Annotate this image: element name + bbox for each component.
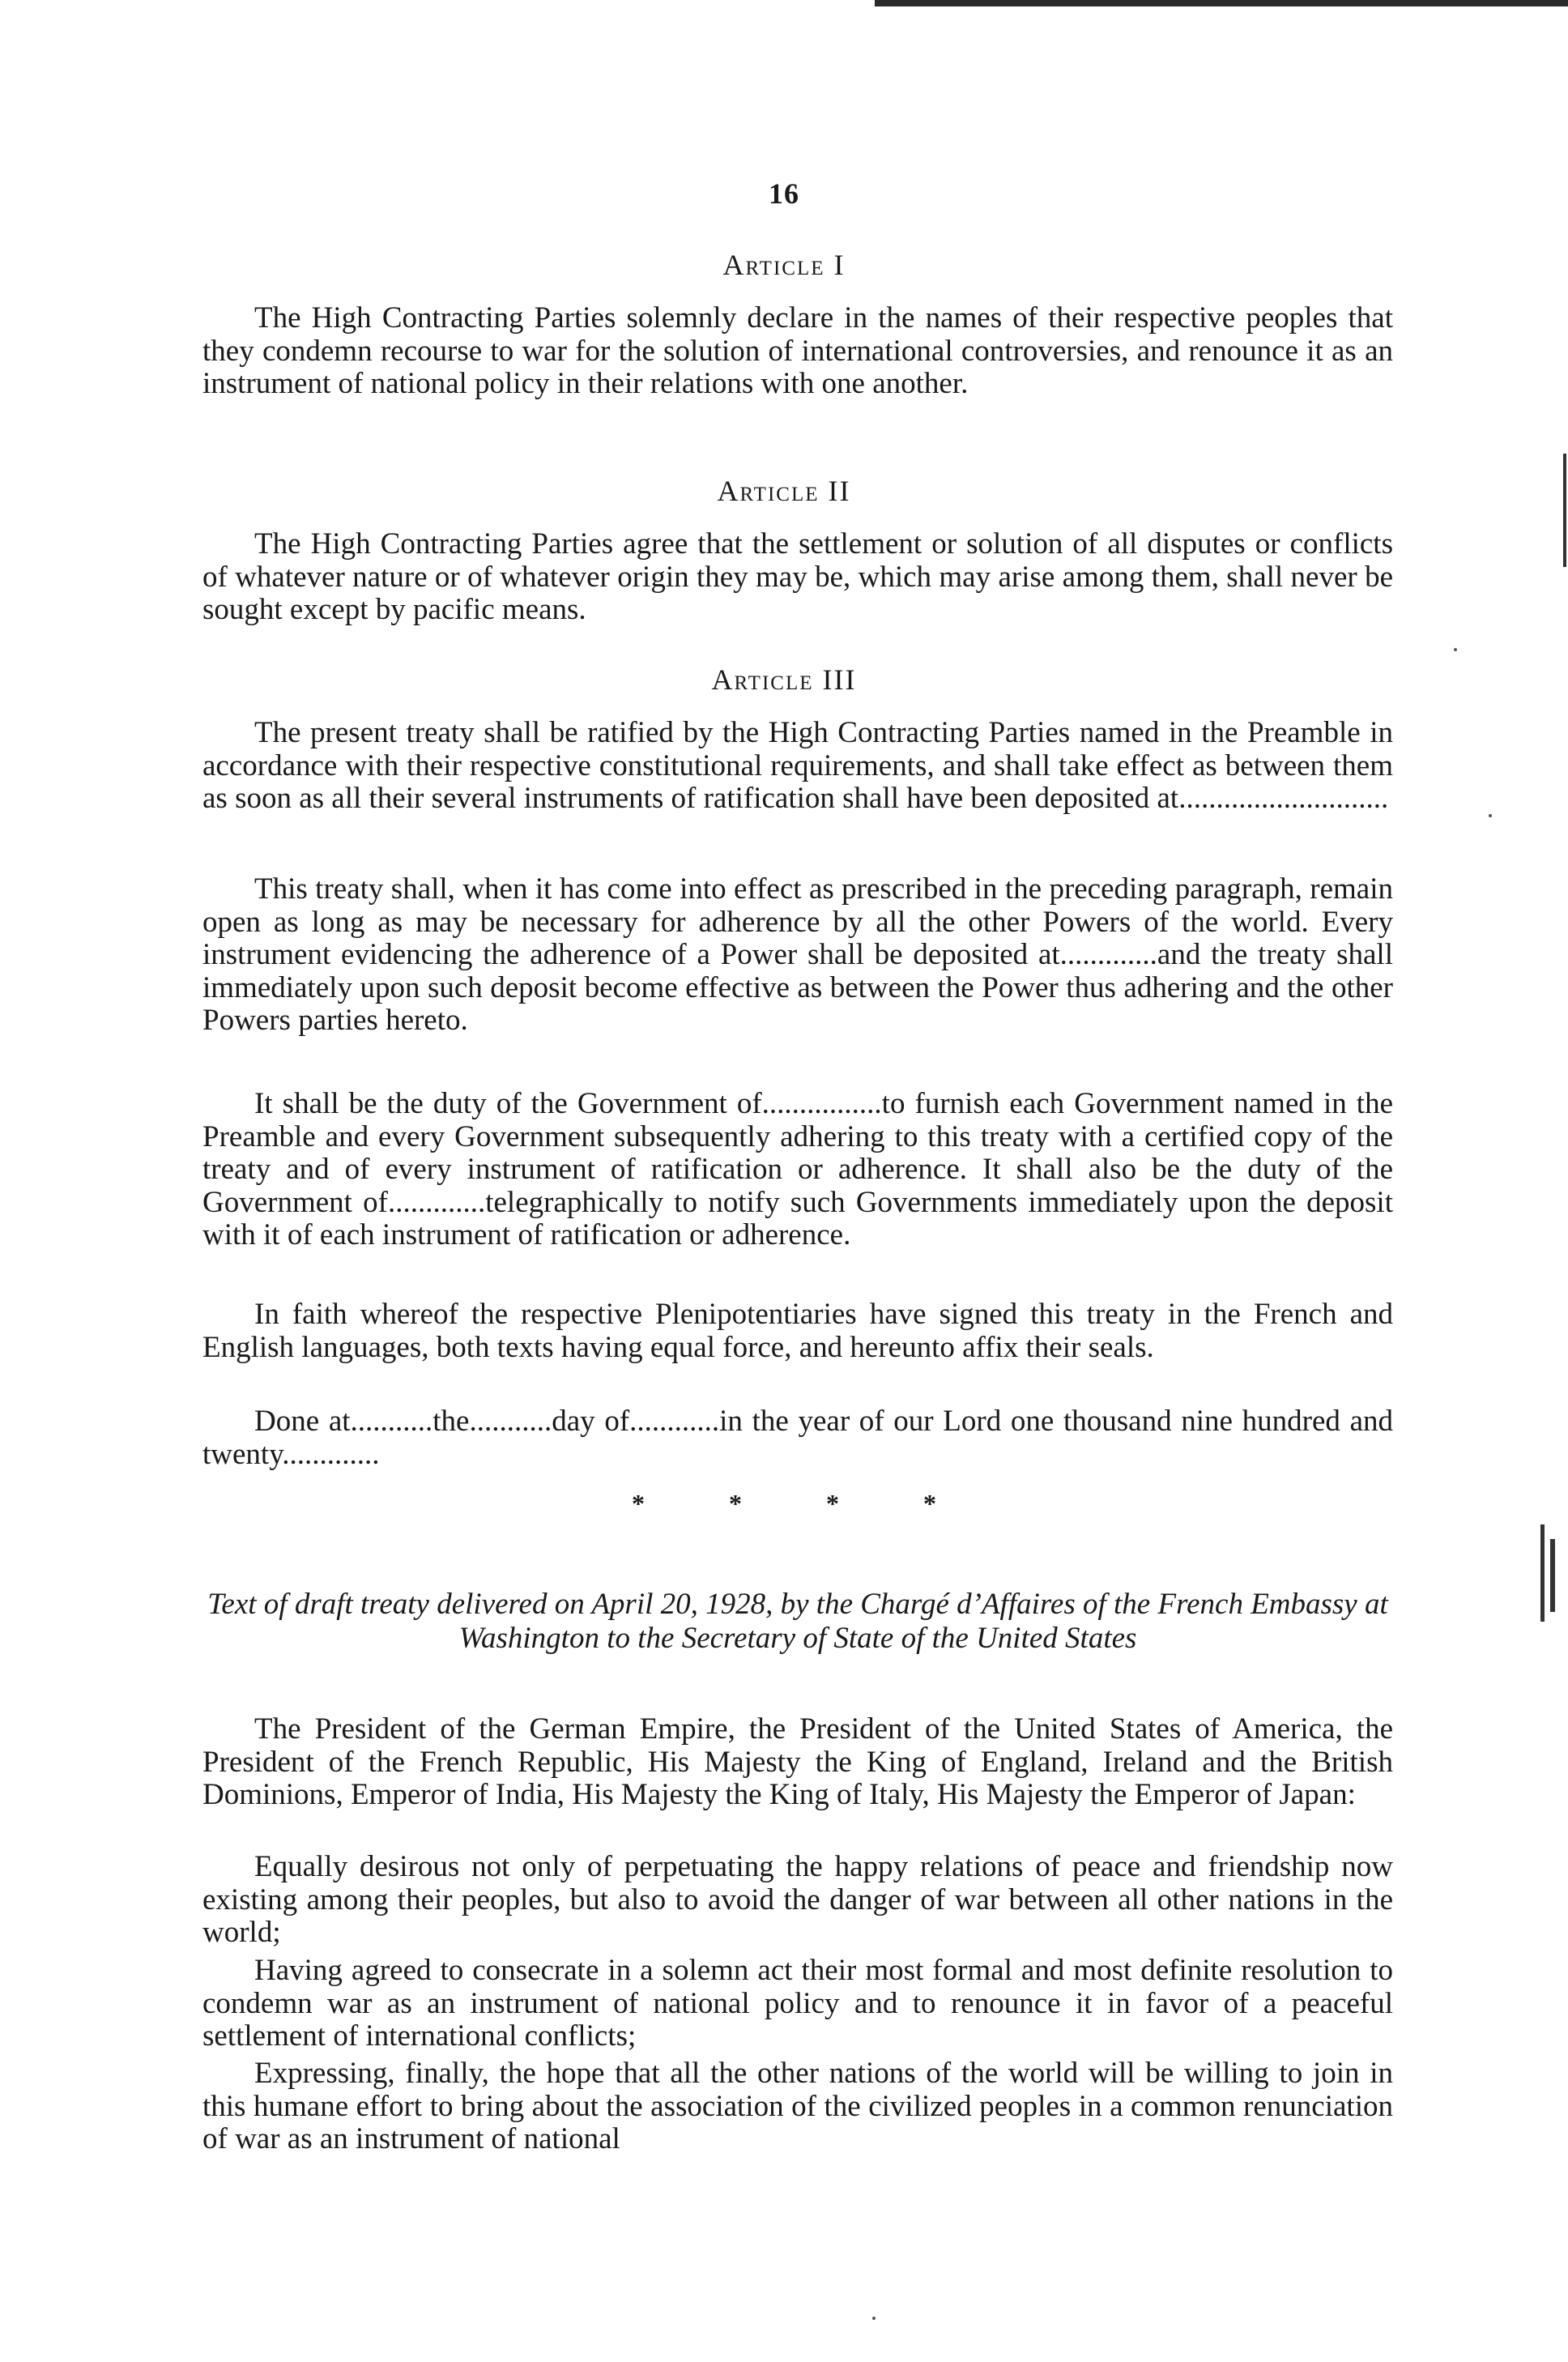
article-3-paragraph-4: In faith whereof the respective Plenipotentiaries have signed this treaty in the French and English languages, both texts having equal force, and hereunto affix their seals.: [202, 1298, 1393, 1364]
article-3-paragraph-3: It shall be the duty of the Government of................to furnish each Government named in the Preamble and every Government subsequently adhering to this treaty with a certified copy of the treaty and of every instrument of ratification or adherence. It shall also be the duty of the Government of.............telegraphically to notify such Governments immediately upon the deposit with it of each instrument of ratification or adherence.: [202, 1087, 1393, 1251]
article-1-heading: Article I: [722, 249, 846, 281]
scan-speck: [872, 2317, 876, 2320]
top-border-rule: [875, 0, 1568, 6]
article-2-heading: Article II: [717, 475, 851, 507]
article-3-paragraph-2: This treaty shall, when it has come into effect as prescribed in the preceding paragraph, remain open as long as may be necessary for adherence by all the other Powers of the world. Every instrument evidencing the adherence of a Power shall be deposited at.............and the treaty shall immediately upon such deposit become effective as between the Power thus adhering and the other Powers parties hereto.: [202, 872, 1393, 1037]
scan-speck: [1454, 648, 1457, 651]
article-3-paragraph-5: Done at...........the...........day of............in the year of our Lord one thousand nine hundred and twenty.............: [202, 1405, 1393, 1471]
draft-paragraph-4: Expressing, finally, the hope that all the other nations of the world will be willing to join in this humane effort to bring about the association of the civilized peoples in a common renunciation of war as an instrument of national: [202, 2057, 1393, 2155]
margin-scan-mark: [1563, 454, 1566, 567]
draft-treaty-title: Text of draft treaty delivered on April 20, 1928, by the Chargé d’Affaires of the French Embassy at Washington to the Secretary of State of the United States: [207, 1588, 1388, 1655]
draft-paragraph-3: Having agreed to consecrate in a solemn act their most formal and most definite resolution to condemn war as an instrument of national policy and to renounce it in favor of a peaceful settlement of international conflicts;: [202, 1954, 1393, 2053]
section-separator: * * * *: [632, 1489, 936, 1518]
margin-scan-mark: [1540, 1524, 1545, 1622]
article-3-heading: Article III: [711, 663, 857, 696]
page-number: 16: [769, 177, 799, 210]
article-2-text: The High Contracting Parties agree that the settlement or solution of all disputes or conflicts of whatever nature or of whatever origin they may be, which may arise among them, shall never be sought except by pacific means.: [202, 527, 1393, 626]
margin-scan-mark: [1550, 1539, 1555, 1612]
scan-speck: [1489, 814, 1492, 817]
draft-paragraph-2: Equally desirous not only of perpetuating the happy relations of peace and friendship now existing among their peoples, but also to avoid the danger of war between all other nations in the world;: [202, 1850, 1393, 1949]
article-1-text: The High Contracting Parties solemnly declare in the names of their respective peoples that they condemn recourse to war for the solution of international controversies, and renounce it as an instrument of national policy in their relations with one another.: [202, 301, 1393, 400]
draft-paragraph-1: The President of the German Empire, the President of the United States of America, the President of the French Republic, His Majesty the King of England, Ireland and the British Dominions, Emperor of India, His Majesty the King of Italy, His Majesty the Emperor of Japan:: [202, 1712, 1393, 1811]
article-3-paragraph-1: The present treaty shall be ratified by the High Contracting Parties named in the Preamble in accordance with their respective constitutional requirements, and shall take effect as between them as soon as all their several instruments of ratification shall have been deposited at............................: [202, 716, 1393, 815]
